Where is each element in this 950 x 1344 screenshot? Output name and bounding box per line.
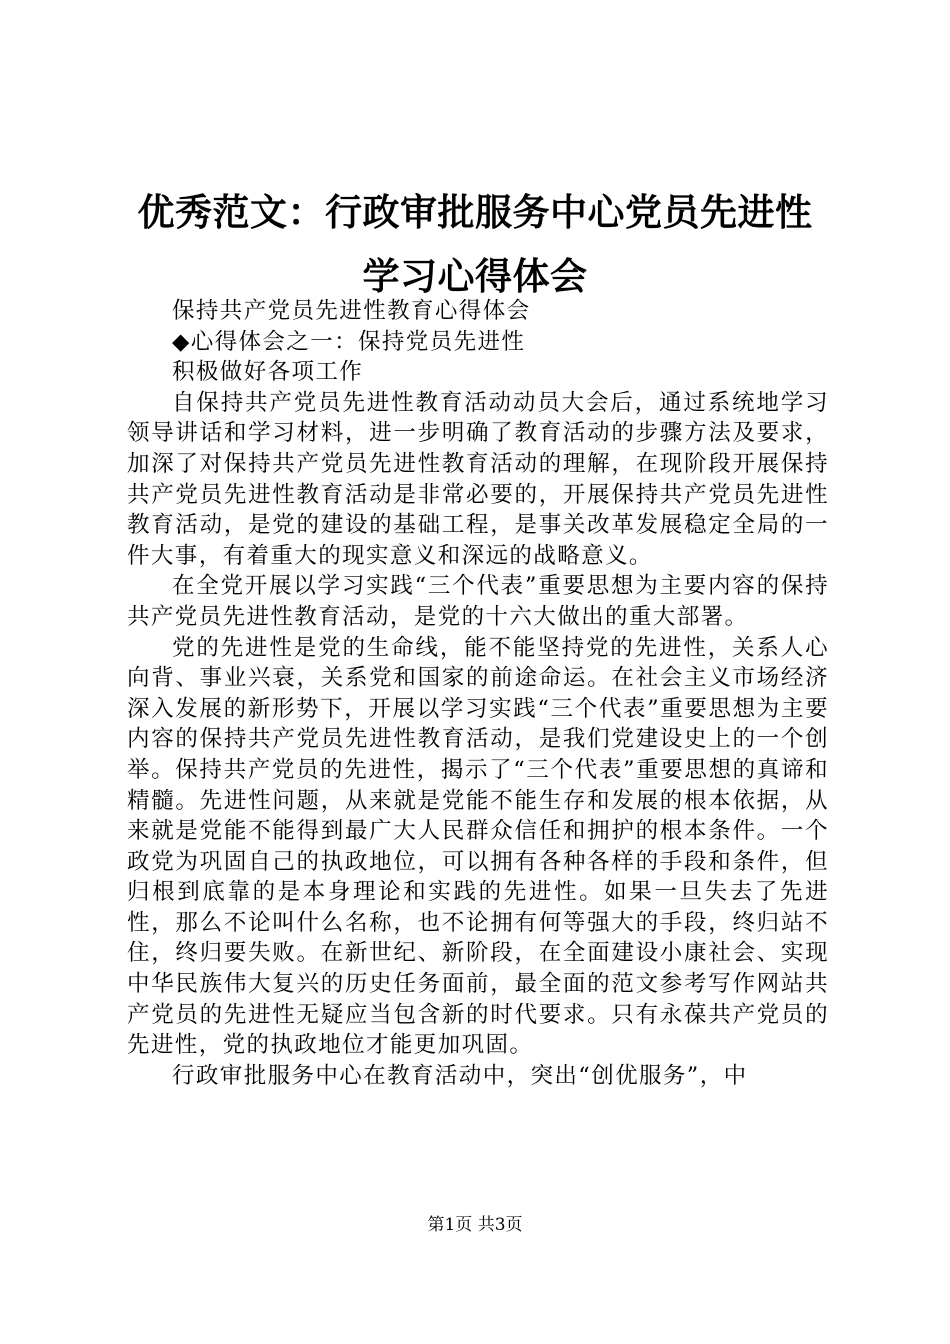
paragraph: 自保持共产党员先进性教育活动动员大会后，通过系统地学习领导讲话和学习材料，进一步明确了教育活动的步骤方法及要求，加深了对保持共产党员先进性教育活动的理解，在现阶段开展保持共产党员先进性教育活动是非常必要的，开展保持共产党员先进性教育活动，是党的建设的基础工程，是事关改革发展稳定全局的一件大事，有着重大的现实意义和深远的战略意义。 bbox=[127, 389, 829, 569]
document-body bbox=[127, 296, 829, 1091]
document-title: 优秀范文：行政审批服务中心党员先进性学习心得体会 bbox=[137, 190, 813, 298]
page-footer: 第1页 共3页 bbox=[427, 1215, 523, 1235]
paragraph: 行政审批服务中心在教育活动中，突出“创优服务”，中 bbox=[172, 1062, 748, 1089]
paragraph: 保持共产党员先进性教育心得体会 bbox=[172, 298, 531, 324]
paragraph: ◆心得体会之一：保持党员先进性 bbox=[172, 328, 526, 355]
paragraph: 在全党开展以学习实践“三个代表”重要思想为主要内容的保持共产党员先进性教育活动，是党的十六大做出的重大部署。 bbox=[127, 573, 829, 630]
paragraph: 党的先进性是党的生命线，能不能坚持党的先进性，关系人心向背、事业兴衰，关系党和国家的前途命运。在社会主义市场经济深入发展的新形势下，开展以学习实践“三个代表”重要思想为主要内容的保持共产党员先进性教育活动，是我们党建设史上的一个创举。保持共产党员的先进性，揭示了“三个代表”重要思想的真谛和精髓。先进性问题，从来就是党能不能生存和发展的根本依据，从来就是党能不能得到最广大人民群众信任和拥护的根本条件。一个政党为巩固自己的执政地位，可以拥有各种各样的手段和条件，但归根到底靠的是本身理论和实践的先进性。如果一旦失去了先进性，那么不论叫什么名称，也不论拥有何等强大的手段，终归站不住，终归要失败。在新世纪、新阶段，在全面建设小康社会、实现中华民族伟大复兴的历史任务面前，最全面的范文参考写作网站共产党员的先进性无疑应当包含新的时代要求。只有永葆共产党员的先进性，党的执政地位才能更加巩固。 bbox=[127, 634, 829, 1059]
paragraph: 积极做好各项工作 bbox=[172, 359, 364, 386]
